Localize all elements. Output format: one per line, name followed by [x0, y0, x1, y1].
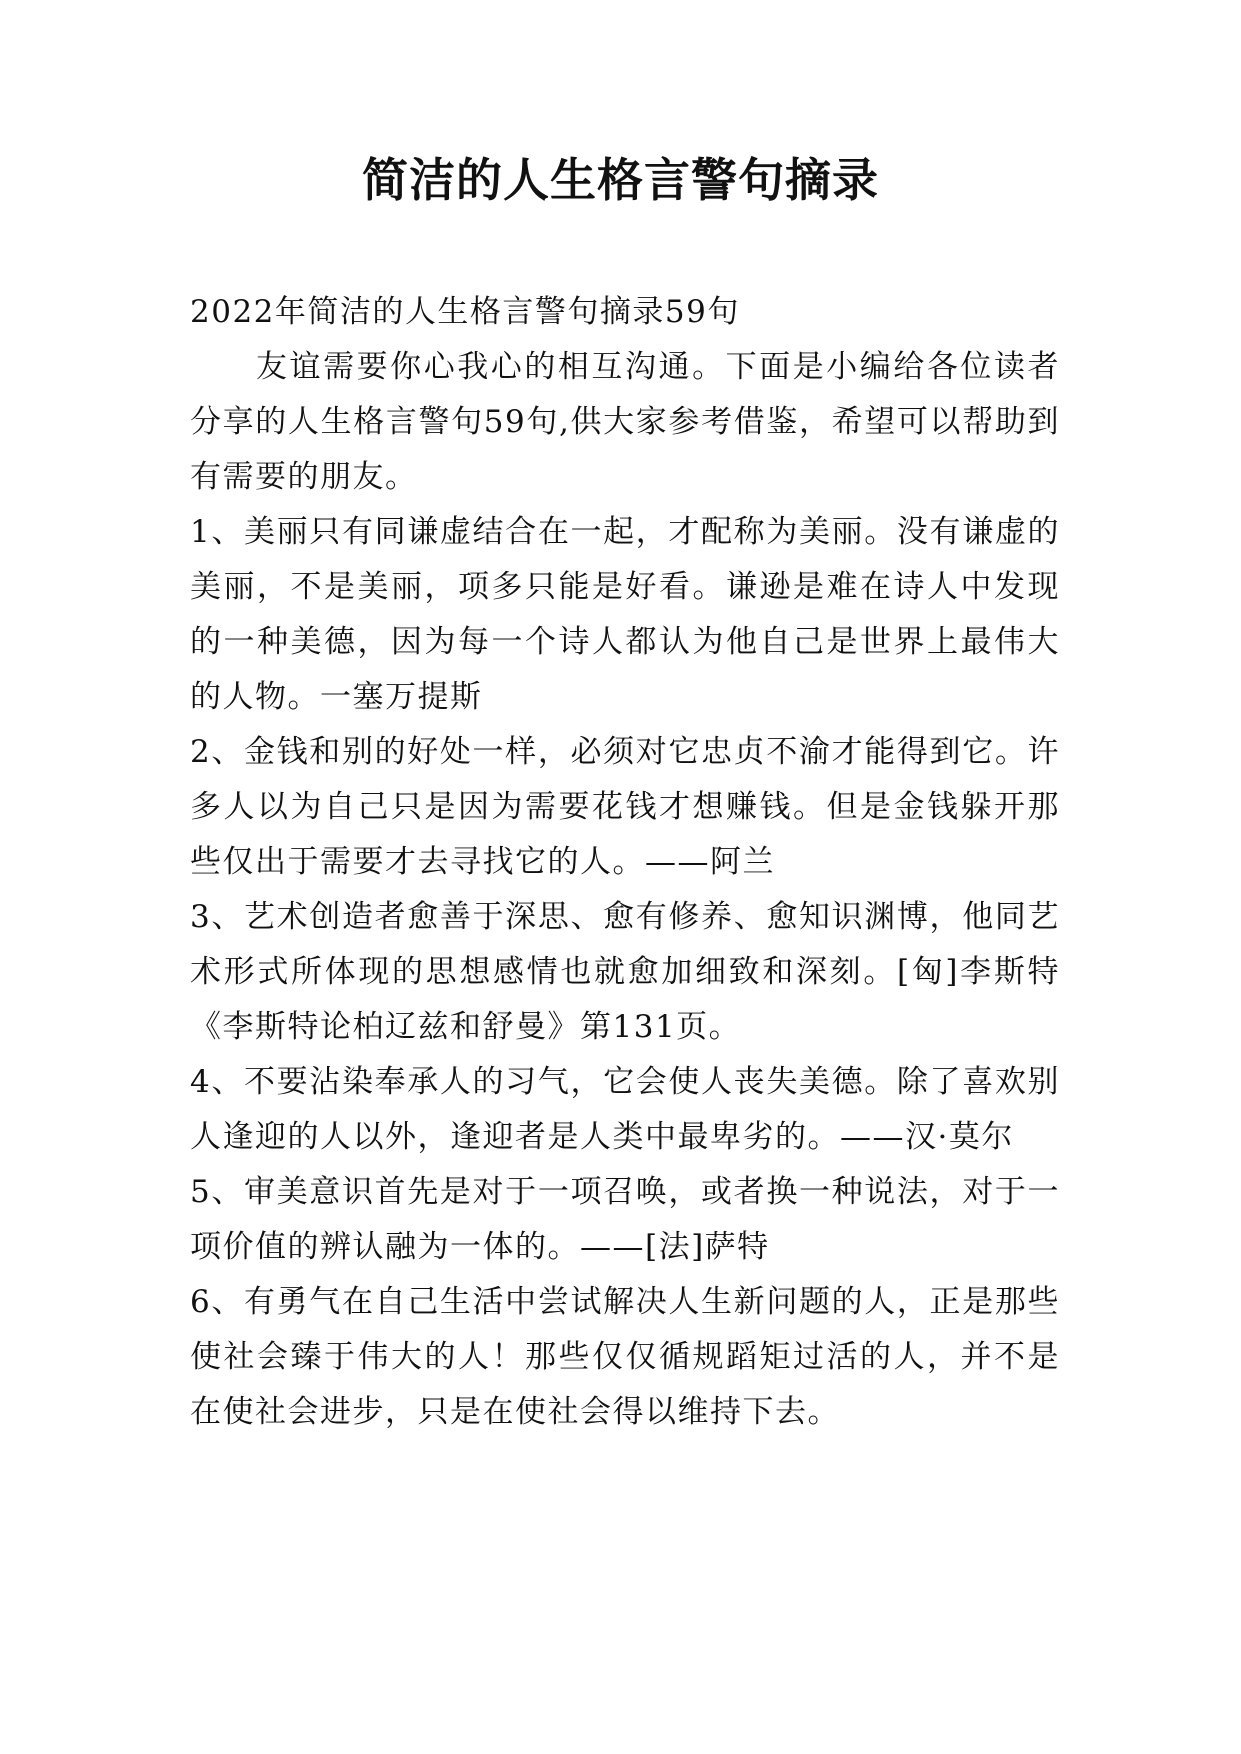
intro-paragraph: 友谊需要你心我心的相互沟通。下面是小编给各位读者分享的人生格言警句59句,供大家参考借鉴，希望可以帮助到有需要的朋友。 [190, 349, 1060, 495]
quote-paragraph: 1、美丽只有同谦虚结合在一起，才配称为美丽。没有谦虚的美丽，不是美丽，项多只能是好看。谦逊是难在诗人中发现的一种美德，因为每一个诗人都认为他自己是世界上最伟大的人物。一塞万提斯 [190, 514, 1060, 715]
quote-paragraph: 6、有勇气在自己生活中尝试解决人生新问题的人，正是那些使社会臻于伟大的人！那些仅仅循规蹈矩过活的人，并不是在使社会进步，只是在使社会得以维持下去。 [190, 1284, 1060, 1430]
quote-paragraph: 4、不要沾染奉承人的习气，它会使人丧失美德。除了喜欢别人逢迎的人以外，逢迎者是人类中最卑劣的。——汉·莫尔 [190, 1064, 1060, 1155]
quote-paragraph: 2、金钱和别的好处一样，必须对它忠贞不渝才能得到它。许多人以为自己只是因为需要花钱才想赚钱。但是金钱躲开那些仅出于需要才去寻找它的人。——阿兰 [190, 734, 1060, 880]
document-body [190, 285, 1060, 1440]
quote-paragraph: 5、审美意识首先是对于一项召唤，或者换一种说法，对于一项价值的辨认融为一体的。——[法]萨特 [190, 1174, 1060, 1265]
page-title: 简洁的人生格言警句摘录 [362, 153, 879, 207]
quote-paragraph: 3、艺术创造者愈善于深思、愈有修养、愈知识渊博，他同艺术形式所体现的思想感情也就愈加细致和深刻。[匈]李斯特《李斯特论柏辽兹和舒曼》第131页。 [190, 899, 1060, 1045]
document-subtitle: 2022年简洁的人生格言警句摘录59句 [190, 294, 740, 330]
